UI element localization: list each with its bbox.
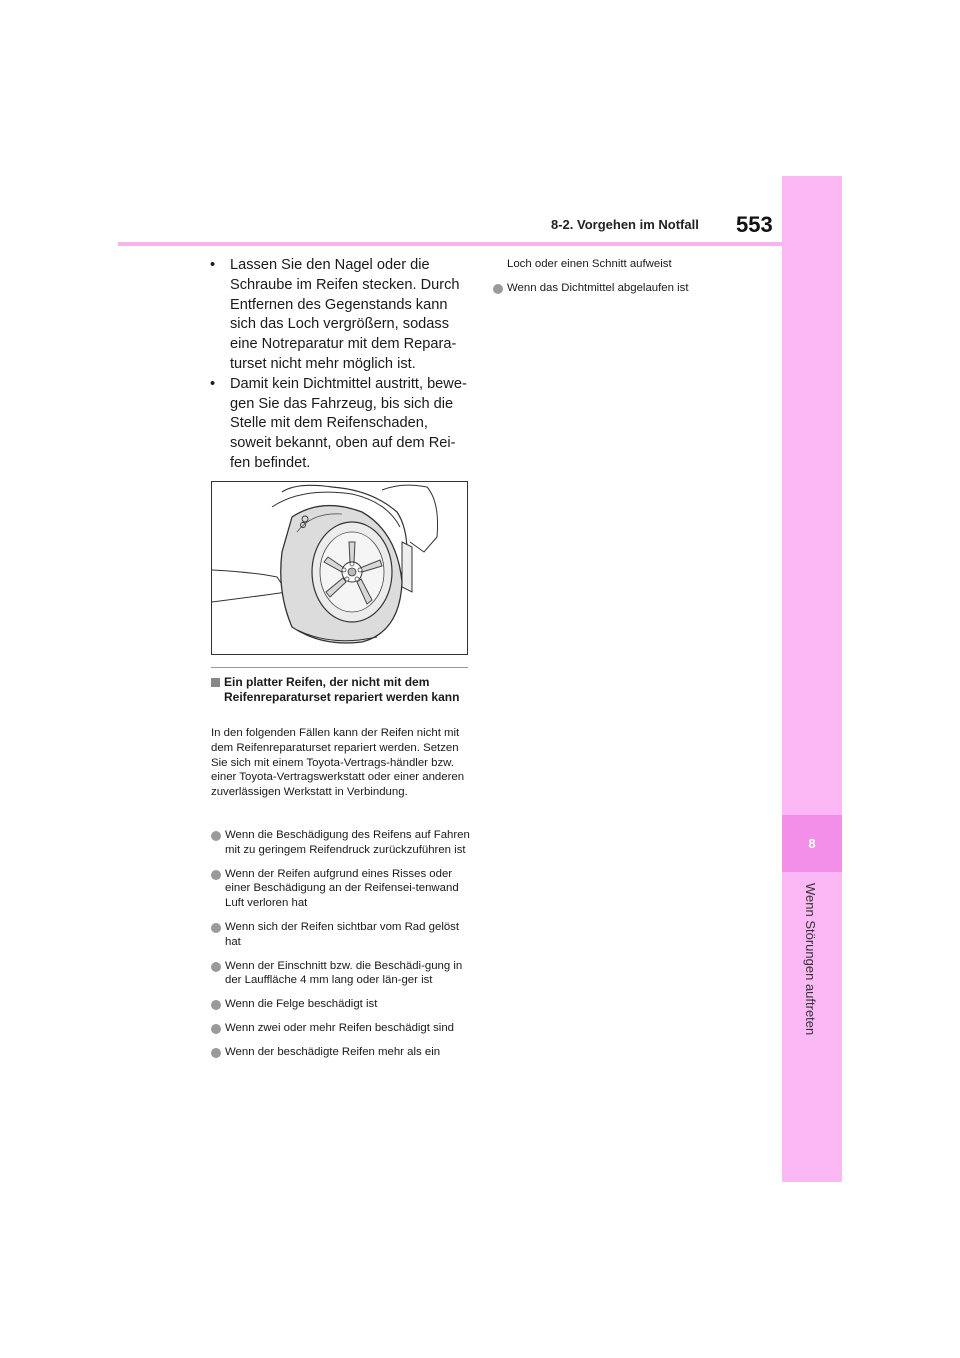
- bullet-item: [210, 256, 472, 375]
- list-item-text: Wenn der Einschnitt bzw. die Beschädi-gung in der Lauffläche 4 mm lang oder län-ger ist: [225, 959, 463, 987]
- subsection-intro: In den folgenden Fällen kann der Reifen nicht mit dem Reifenreparaturset repariert werden. Setzen Sie sich mit einem Toyota-Vertrags-händler bzw. einer Toyota-Vertragswerkstatt oder einer anderen zuverlässigen Werkstatt in Verbindung.: [211, 727, 465, 799]
- circle-bullet-icon: [211, 1048, 221, 1058]
- section-title: 8-2. Vorgehen im Notfall: [551, 217, 699, 232]
- flat-tire-drawing: [212, 482, 467, 654]
- caution-bullet-list: [210, 256, 472, 474]
- list-item: [211, 828, 473, 858]
- circle-bullet-icon: [211, 870, 221, 880]
- chapter-number: 8: [808, 836, 816, 851]
- condition-list: [211, 828, 473, 1069]
- circle-bullet-icon: [211, 831, 221, 841]
- circle-bullet-icon: [211, 1024, 221, 1034]
- circle-bullet-icon: [211, 962, 221, 972]
- tire-illustration: [211, 481, 468, 655]
- bullet-text: Lassen Sie den Nagel oder die Schraube im Reifen stecken. Durch Entfernen des Gegenstands kann sich das Loch vergrößern, sodass eine Notreparatur mit dem Repara-turset nicht mehr möglich ist.: [230, 257, 460, 372]
- subsection-heading-text: Ein platter Reifen, der nicht mit dem Reifenreparaturset repariert werden kann: [224, 675, 460, 704]
- list-item-text: Wenn die Felge beschädigt ist: [225, 998, 378, 1011]
- list-item: [211, 997, 473, 1012]
- list-item-text: Wenn der Reifen aufgrund eines Risses oder einer Beschädigung an der Reifensei-tenwand Luft verloren hat: [225, 867, 459, 910]
- circle-bullet-icon: [211, 923, 221, 933]
- list-item-text: Wenn das Dichtmittel abgelaufen ist: [507, 281, 689, 294]
- bullet-item: [210, 375, 472, 474]
- section-divider: [211, 667, 468, 668]
- list-item: [211, 1021, 473, 1036]
- subsection-heading: [211, 675, 469, 705]
- bullet-marker: •: [210, 257, 216, 273]
- bullet-marker: •: [210, 375, 216, 392]
- list-item-text: Wenn zwei oder mehr Reifen beschädigt sind: [225, 1021, 454, 1034]
- page-number: 553: [736, 212, 773, 237]
- list-item-continuation: Loch oder einen Schnitt aufweist: [507, 258, 672, 270]
- list-item: [211, 920, 473, 950]
- list-item: [211, 867, 473, 911]
- list-item: [493, 281, 755, 296]
- list-item-text: Wenn sich der Reifen sichtbar vom Rad gelöst hat: [225, 920, 460, 948]
- bullet-text: Damit kein Dichtmittel austritt, bewe-gen Sie das Fahrzeug, bis sich die Stelle mit dem Reifenschaden, soweit bekannt, oben auf dem Rei-fen befindet.: [230, 375, 467, 471]
- header-divider: [118, 242, 782, 246]
- right-column: [493, 257, 755, 305]
- list-item-text: Wenn die Beschädigung des Reifens auf Fahren mit zu geringem Reifendruck zurückzuführen ist: [225, 829, 470, 856]
- heading-square-icon: [211, 678, 220, 687]
- circle-bullet-icon: [493, 284, 503, 294]
- list-item: [211, 1045, 473, 1060]
- circle-bullet-icon: [211, 1000, 221, 1010]
- list-item-text: Wenn der beschädigte Reifen mehr als ein: [225, 1045, 441, 1058]
- list-item: [211, 959, 473, 989]
- chapter-title: Wenn Störungen auftreten: [803, 883, 818, 1036]
